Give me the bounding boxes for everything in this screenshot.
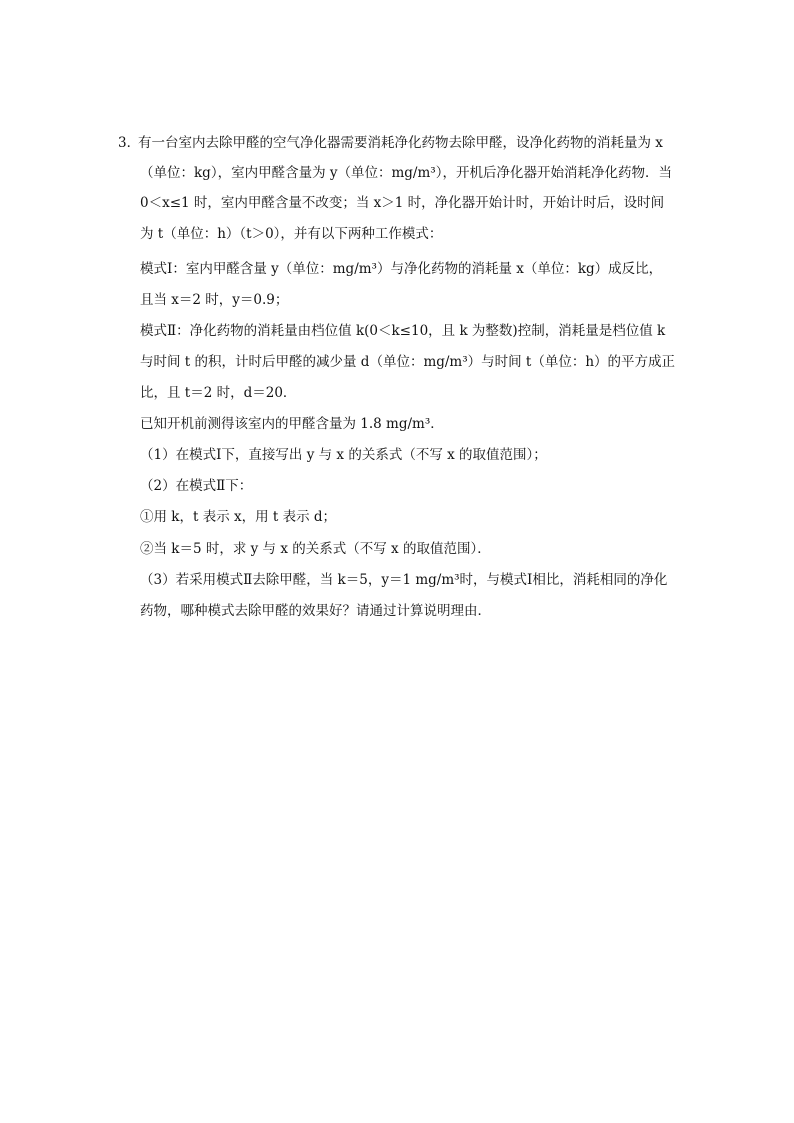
question-1: （1）在模式Ⅰ下，直接写出 y 与 x 的关系式（不写 x 的取值范围）； — [140, 447, 547, 463]
mode-2-line-1: 模式Ⅱ：净化药物的消耗量由档位值 k(0＜k≤10，且 k 为整数)控制，消耗量是档位值 k — [140, 323, 666, 339]
problem-line-3: 0＜x≤1 时，室内甲醛含量不改变；当 x＞1 时，净化器开始计时，开始计时后，设时间 — [140, 195, 665, 211]
problem-line-4: 为 t（单位：h）（t＞0），并有以下两种工作模式： — [140, 226, 443, 242]
question-2-part-2: ②当 k＝5 时，求 y 与 x 的关系式（不写 x 的取值范围）． — [140, 541, 491, 557]
problem-line-2: （单位：kg），室内甲醛含量为 y（单位：mg/m³），开机后净化器开始消耗净化药物．当 — [140, 165, 672, 181]
mode-2-line-2: 与时间 t 的积，计时后甲醛的减少量 d（单位：mg/m³）与时间 t（单位：h）的平方成正 — [140, 354, 676, 370]
mode-2-line-3: 比，且 t＝2 时，d＝20． — [140, 385, 297, 401]
question-3-line-1: （3）若采用模式Ⅱ去除甲醛，当 k＝5，y＝1 mg/m³时，与模式Ⅰ相比，消耗相同的净化 — [140, 572, 668, 588]
question-2-part-1: ①用 k，t 表示 x，用 t 表示 d； — [140, 509, 337, 525]
question-2: （2）在模式Ⅱ下： — [140, 478, 253, 494]
problem-line-1: 有一台室内去除甲醛的空气净化器需要消耗净化药物去除甲醛，设净化药物的消耗量为 x — [138, 135, 663, 151]
initial-condition: 已知开机前测得该室内的甲醛含量为 1.8 mg/m³． — [140, 416, 444, 432]
problem-number: 3． — [118, 135, 141, 151]
mode-1-line-2: 且当 x＝2 时，y＝0.9； — [140, 292, 289, 308]
question-3-line-2: 药物，哪种模式去除甲醛的效果好？请通过计算说明理由． — [140, 603, 491, 619]
mode-1-line-1: 模式Ⅰ：室内甲醛含量 y（单位：mg/m³）与净化药物的消耗量 x（单位：kg）成反比， — [140, 261, 663, 277]
